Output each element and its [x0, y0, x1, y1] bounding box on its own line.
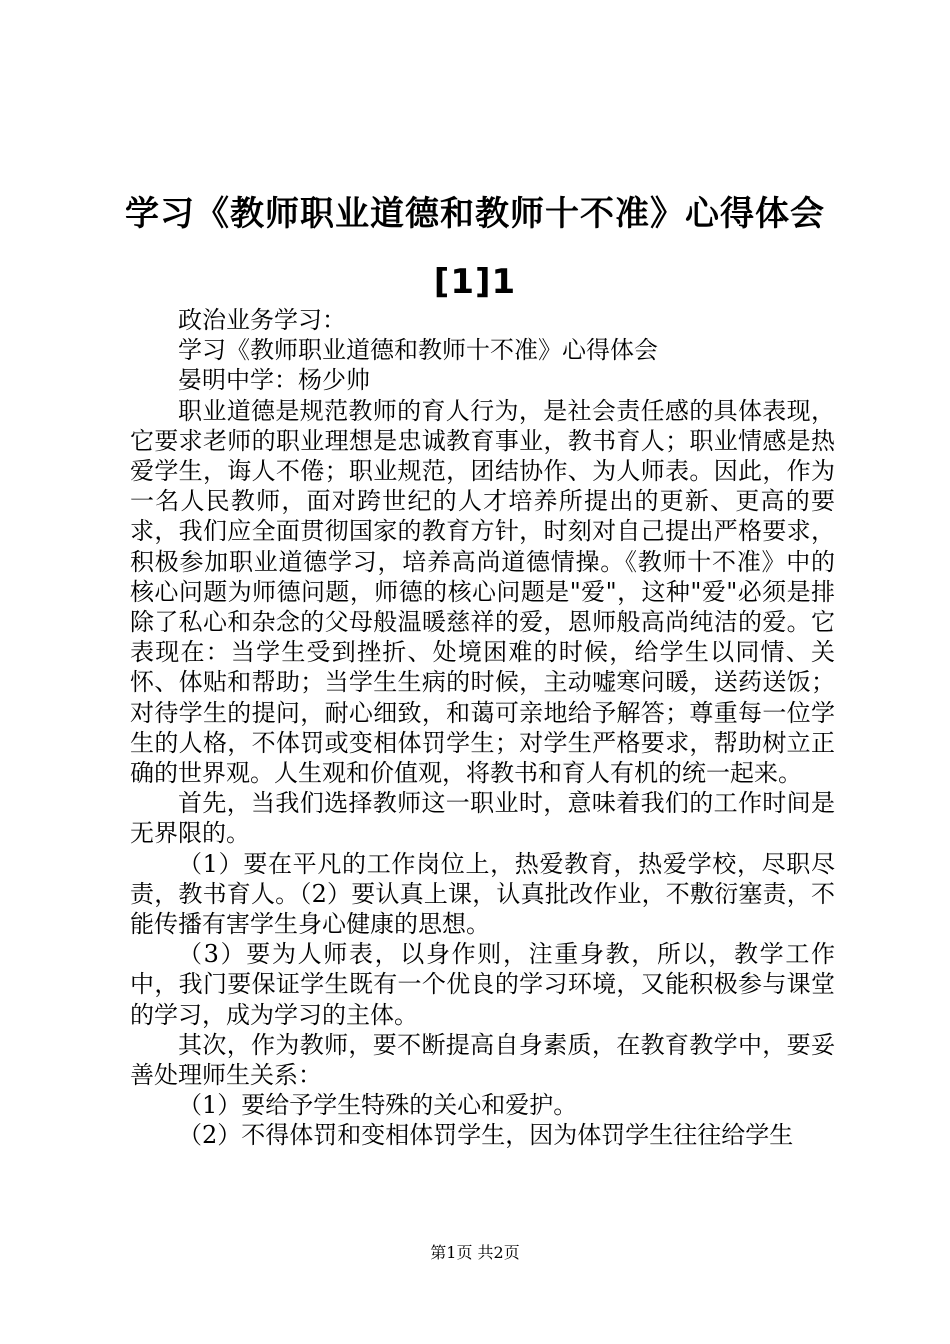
page-footer: 第1页 共2页	[430, 1243, 520, 1262]
paragraph-first: 首先，当我们选择教师这一职业时，意味着我们的工作时间是无界限的。	[130, 789, 835, 848]
paragraph-point-3: （3）要为人师表，以身作则，注重身教，所以，教学工作中，我门要保证学生既有一个优良的学习环境，又能积极参与课堂的学习，成为学习的主体。	[130, 940, 835, 1029]
paragraph-no-corporal-punishment: （2）不得体罚和变相体罚学生，因为体罚学生往往给学生	[178, 1121, 794, 1150]
paragraph-points-1-2: （1）要在平凡的工作岗位上，热爱教育，热爱学校，尽职尽责，教书育人。（2）要认真上课，认真批改作业，不敷衍塞责，不能传播有害学生身心健康的思想。	[130, 849, 835, 939]
document-title: 学习《教师职业道德和教师十不准》心得体会[1]1	[125, 194, 825, 302]
paragraph-author: 晏明中学：杨少帅	[178, 366, 370, 395]
paragraph-professional-ethics: 职业道德是规范教师的育人行为，是社会责任感的具体表现，它要求老师的职业理想是忠诚教育事业，教书育人；职业情感是热爱学生，诲人不倦；职业规范，团结协作、为人师表。因此，作为一名人民教师，面对跨世纪的人才培养所提出的更新、更高的要求，我们应全面贯彻国家的教育方针，时刻对自己提出严格要求，积极参加职业道德学习，培养高尚道德情操。《教师十不准》中的核心问题为师德问题，师德的核心问题是"爱"，这种"爱"必须是排除了私心和杂念的父母般温暖慈祥的爱，恩师般高尚纯洁的爱。它表现在：当学生受到挫折、处境困难的时候，给学生以同情、关怀、体贴和帮助；当学生生病的时候，主动嘘寒问暖，送药送饭；对待学生的提问，耐心细致，和蔼可亲地给予解答；尊重每一位学生的人格，不体罚或变相体罚学生；对学生严格要求，帮助树立正确的世界观。人生观和价值观，将教书和育人有机的统一起来。	[130, 396, 835, 788]
paragraph-subtitle: 学习《教师职业道德和教师十不准》心得体会	[178, 336, 658, 365]
document-body	[130, 305, 835, 1151]
paragraph-care: （1）要给予学生特殊的关心和爱护。	[178, 1091, 578, 1120]
paragraph-study-heading: 政治业务学习：	[178, 306, 346, 334]
paragraph-second: 其次，作为教师，要不断提高自身素质，在教育教学中，要妥善处理师生关系：	[130, 1030, 835, 1090]
